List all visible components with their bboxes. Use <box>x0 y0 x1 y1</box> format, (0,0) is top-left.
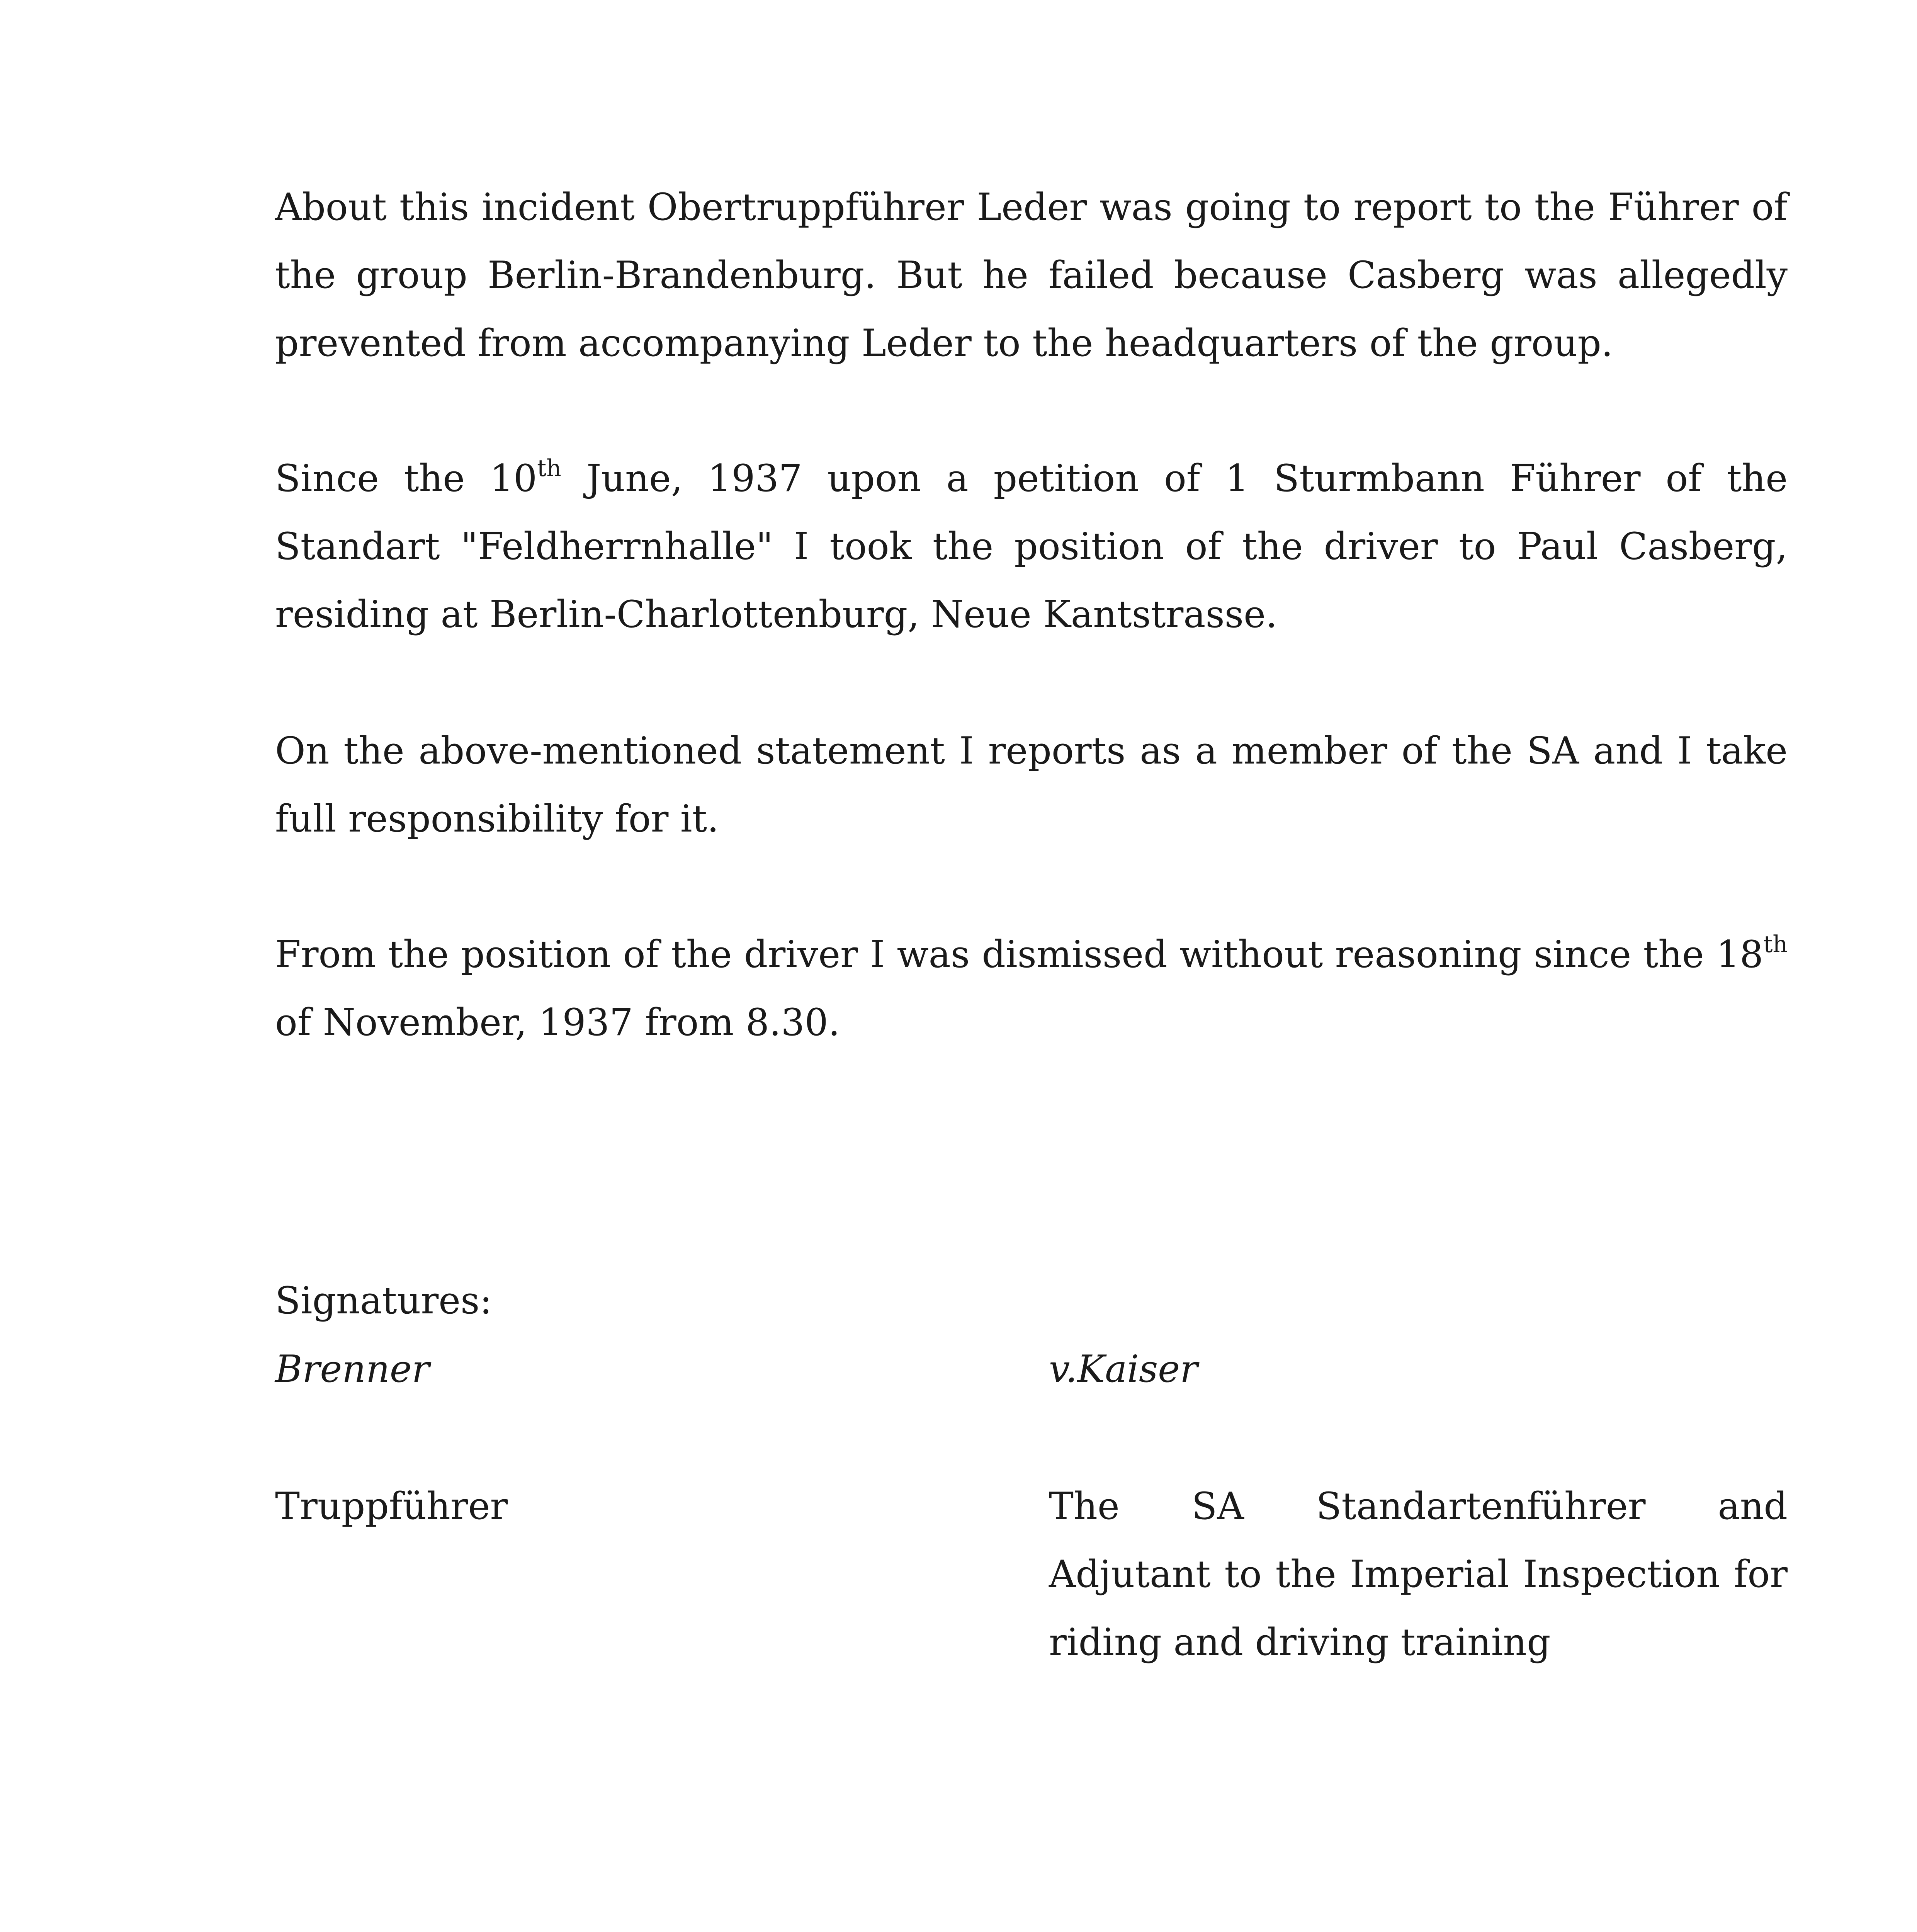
paragraph-driver-position-start: Since the 10 <box>275 457 537 500</box>
signature-name-left: Brenner <box>275 1347 430 1391</box>
paragraph-dismissal-start: From the position of the driver I was dismissed without reasoning since the 18 <box>275 933 1764 976</box>
signature-name-right: v.Kaiser <box>1049 1347 1198 1391</box>
paragraph-responsibility: On the above-mentioned statement I reports as a member of the SA and I take full responsibility for it. <box>275 729 1788 840</box>
paragraph-incident-report: About this incident Obertruppführer Leder was going to report to the Führer of the group Berlin-Brandenburg. But he failed because Casberg was allegedly prevented from accompanying Leder to the headquarters of the group. <box>275 185 1788 365</box>
paragraph-dismissal <box>275 920 1788 1056</box>
paragraph-driver-position <box>275 444 1788 648</box>
paragraph-driver-position-end: June, 1937 upon a petition of 1 Sturmbann Führer of the Standart "Feldherrnhalle" I took the position of the driver to Paul Casberg, residing at Berlin-Charlottenburg, Neue Kantstrasse. <box>275 457 1788 636</box>
ordinal-suffix: th <box>1763 931 1788 958</box>
signature-role-right-rest: Adjutant to the Imperial Inspection for riding and driving training <box>1049 1553 1788 1664</box>
paragraph-dismissal-end: of November, 1937 from 8.30. <box>275 1001 840 1044</box>
signatures-label: Signatures: <box>275 1279 492 1322</box>
ordinal-suffix: th <box>537 455 561 482</box>
signature-role-right <box>1049 1472 1788 1676</box>
signature-role-right-first-line: The SA Standartenführer and <box>1049 1485 1788 1528</box>
signature-role-left: Truppführer <box>275 1485 508 1528</box>
